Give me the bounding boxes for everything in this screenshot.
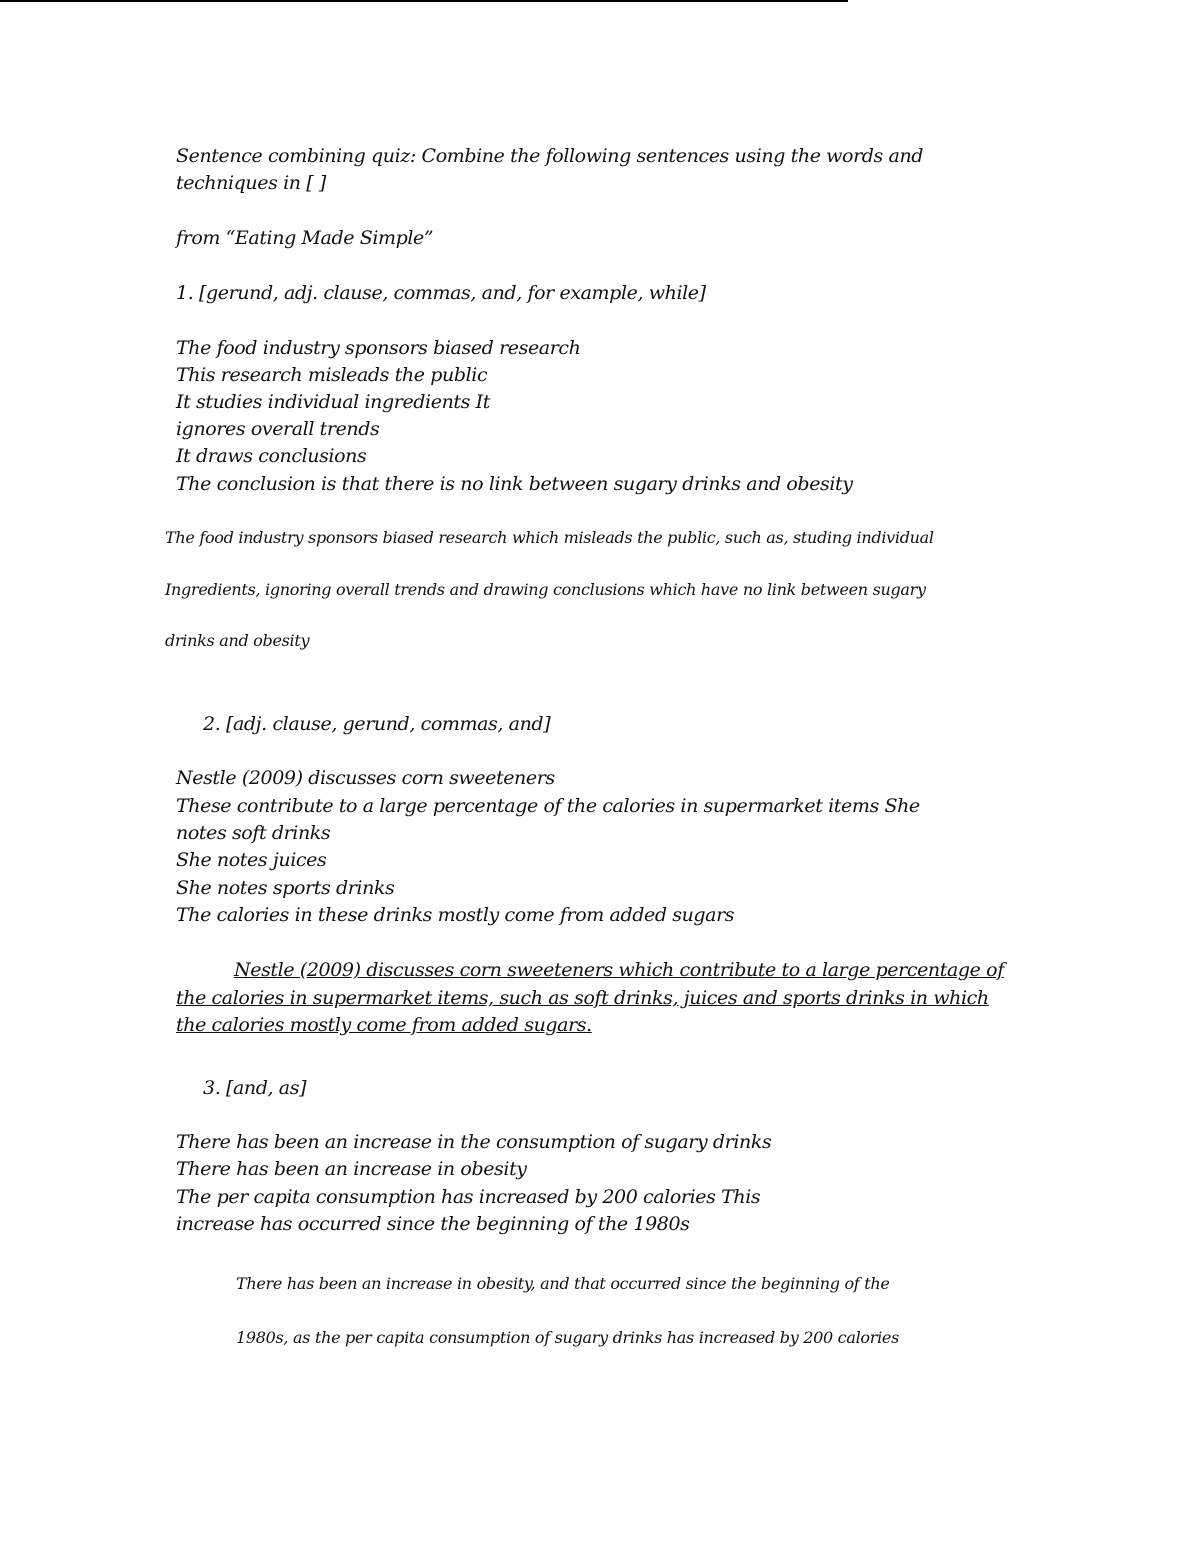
question-3-sentence: The per capita consumption has increased by 200 calories This <box>176 1186 761 1208</box>
question-1-sentence: It studies individual ingredients It <box>176 391 490 413</box>
question-2-sentence: She notes sports drinks <box>176 877 395 899</box>
question-2-prompt: 2. [adj. clause, gerund, commas, and] <box>203 713 551 735</box>
question-1-prompt: 1. [gerund, adj. clause, commas, and, for example, while] <box>176 282 706 304</box>
question-1-answer-line: Ingredients, ignoring overall trends and drawing conclusions which have no link between sugary <box>165 580 926 599</box>
question-1-sentence: It draws conclusions <box>176 445 367 467</box>
question-2-sentence: Nestle (2009) discusses corn sweeteners <box>176 767 555 789</box>
question-1-sentence: ignores overall trends <box>176 418 380 440</box>
question-3-answer-line: 1980s, as the per capita consumption of sugary drinks has increased by 200 calories <box>236 1328 899 1347</box>
top-rule <box>0 0 848 2</box>
question-3-prompt: 3. [and, as] <box>203 1077 307 1099</box>
question-2-sentence: These contribute to a large percentage of the calories in supermarket items She <box>176 795 920 817</box>
question-2-sentence: She notes juices <box>176 849 327 871</box>
question-2-sentence: The calories in these drinks mostly come from added sugars <box>176 904 735 926</box>
quiz-title-line-1: Sentence combining quiz: Combine the following sentences using the words and <box>176 145 924 167</box>
question-1-sentence: The food industry sponsors biased research <box>176 337 581 359</box>
question-3-sentence: increase has occurred since the beginning of the 1980s <box>176 1213 690 1235</box>
source-line: from “Eating Made Simple” <box>176 227 434 249</box>
question-1-sentence: This research misleads the public <box>176 364 488 386</box>
question-1-answer-line: drinks and obesity <box>165 631 310 650</box>
question-2-answer-line: the calories mostly come from added sugars. <box>176 1014 592 1036</box>
question-1-answer-line: The food industry sponsors biased research which misleads the public, such as, studing individual <box>165 528 934 547</box>
question-3-sentence: There has been an increase in the consumption of sugary drinks <box>176 1131 772 1153</box>
question-3-sentence: There has been an increase in obesity <box>176 1158 527 1180</box>
question-2-answer-line: Nestle (2009) discusses corn sweeteners which contribute to a large percentage of <box>234 959 1004 981</box>
quiz-title-line-2: techniques in [ ] <box>176 172 326 194</box>
question-3-answer-line: There has been an increase in obesity, and that occurred since the beginning of the <box>236 1274 890 1293</box>
question-2-sentence: notes soft drinks <box>176 822 331 844</box>
question-2-answer-line: the calories in supermarket items, such as soft drinks, juices and sports drinks in which <box>176 987 989 1009</box>
question-1-sentence: The conclusion is that there is no link between sugary drinks and obesity <box>176 473 853 495</box>
